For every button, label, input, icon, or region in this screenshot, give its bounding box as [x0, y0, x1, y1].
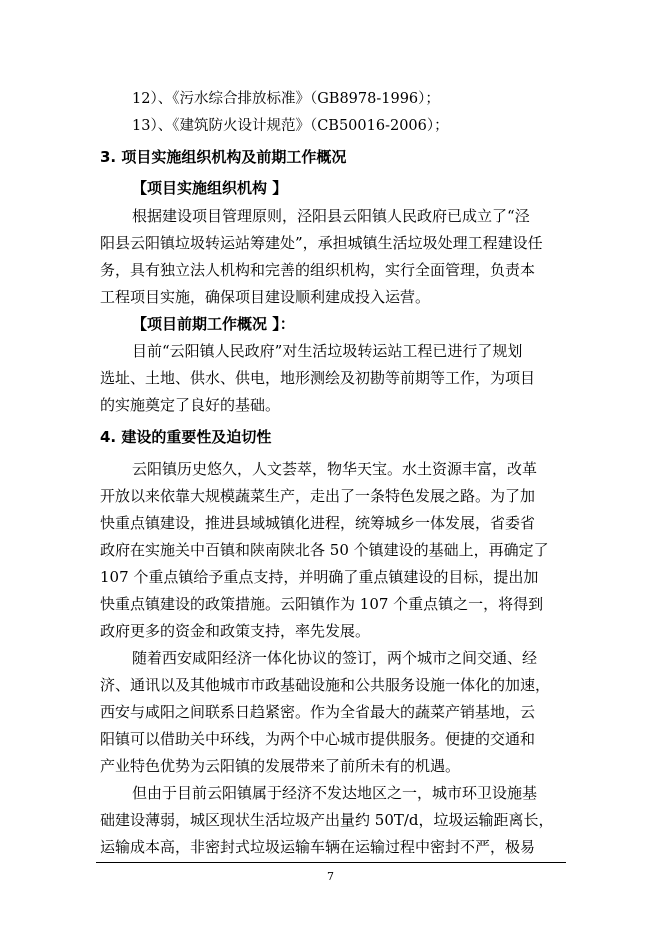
paragraph-line: 开放以来依靠大规模蔬菜生产，走出了一条特色发展之路。为了加 — [100, 487, 536, 505]
paragraph-line: 西安与咸阳之间联系日趋紧密。作为全省最大的蔬菜产销基地，云 — [100, 703, 536, 721]
paragraph-line: 快重点镇建设，推进县域城镇化进程，统筹城乡一体发展，省委省 — [100, 514, 536, 532]
paragraph-line: 107 个重点镇给予重点支持，并明确了重点镇建设的目标，提出加 — [100, 568, 539, 586]
paragraph-line: 根据建设项目管理原则，泾阳县云阳镇人民政府已成立了“泾 — [132, 207, 530, 225]
paragraph-line: 阳镇可以借助关中环线，为两个中心城市提供服务。便捷的交通和 — [100, 730, 536, 748]
paragraph-line: 目前“云阳镇人民政府”对生活垃圾转运站工程已进行了规划 — [132, 342, 523, 360]
paragraph-line: 随着西安咸阳经济一体化协议的签订，两个城市之间交通、经 — [132, 649, 538, 667]
paragraph-line: 运输成本高，非密封式垃圾运输车辆在运输过程中密封不严，极易 — [100, 838, 536, 856]
footer-divider — [96, 862, 566, 863]
paragraph-line: 产业特色优势为云阳镇的发展带来了前所未有的机遇。 — [100, 757, 461, 775]
section-heading: 4. 建设的重要性及迫切性 — [100, 428, 272, 446]
paragraph-line: 阳县云阳镇垃圾转运站筹建处”，承担城镇生活垃圾处理工程建设任 — [100, 234, 543, 252]
paragraph-line: 工程项目实施，确保项目建设顺利建成投入运营。 — [100, 288, 431, 306]
paragraph-line: 政府在实施关中百镇和陕南陕北各 50 个镇建设的基础上，再确定了 — [100, 541, 549, 559]
paragraph-line: 济、通讯以及其他城市市政基础设施和公共服务设施一体化的加速， — [100, 676, 551, 694]
paragraph-line: 选址、土地、供水、供电，地形测绘及初勘等前期等工作，为项目 — [100, 369, 536, 387]
subsection-title: 【项目前期工作概况 】： — [132, 315, 295, 333]
paragraph-line: 快重点镇建设的政策措施。云阳镇作为 107 个重点镇之一，将得到 — [100, 595, 544, 613]
reference-line: 13）、《建筑防火设计规范》（CB50016-2006）； — [132, 118, 449, 134]
page-number: 7 — [327, 870, 334, 883]
section-heading: 3. 项目实施组织机构及前期工作概况 — [100, 148, 347, 166]
reference-line: 12）、《污水综合排放标准》（GB8978-1996）； — [132, 91, 440, 107]
paragraph-line: 政府更多的资金和政策支持，率先发展。 — [100, 622, 371, 640]
paragraph-line: 础建设薄弱，城区现状生活垃圾产出量约 50T/d，垃圾运输距离长， — [100, 811, 554, 829]
paragraph-line: 务，具有独立法人机构和完善的组织机构，实行全面管理，负责本 — [100, 261, 536, 279]
subsection-title: 【项目实施组织机构 】 — [132, 179, 288, 197]
paragraph-line: 但由于目前云阳镇属于经济不发达地区之一，城市环卫设施基 — [132, 784, 538, 802]
paragraph-line: 的实施奠定了良好的基础。 — [100, 396, 281, 414]
paragraph-line: 云阳镇历史悠久，人文荟萃，物华天宝。水土资源丰富，改革 — [132, 460, 538, 478]
